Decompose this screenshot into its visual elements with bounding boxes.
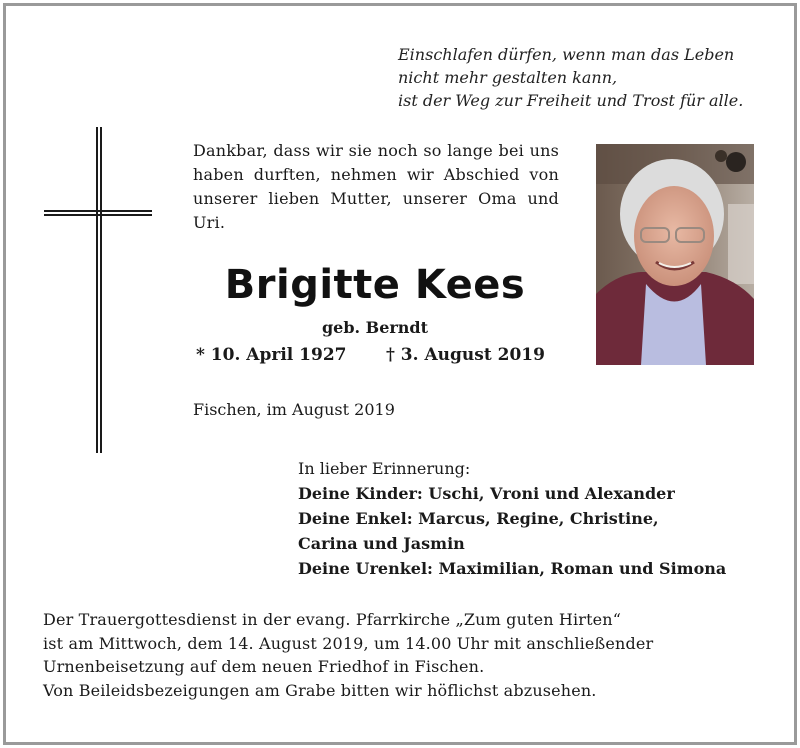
birth-name: geb. Berndt [321, 318, 429, 337]
service-line: Von Beileidsbezeigungen am Grabe bitten wir höflichst abzusehen. [43, 680, 597, 700]
service-notice [43, 608, 763, 702]
deceased-name: Brigitte Kees [224, 262, 526, 308]
family-line: Carina und Jasmin [298, 534, 465, 553]
family-line: Deine Enkel: Marcus, Regine, Christine, [298, 509, 659, 528]
intro-text: Dankbar, dass wir sie noch so lange bei uns haben durften, nehmen wir Abschied von unserer lieben Mutter, unserer Oma und Uri. [193, 141, 559, 232]
birth-date: * 10. April 1927 [196, 345, 347, 365]
motto-line: nicht mehr gestalten kann, [398, 68, 618, 87]
memory-lead: In lieber Erinnerung: [298, 459, 471, 478]
death-date: † 3. August 2019 [386, 345, 545, 365]
place-date: Fischen, im August 2019 [193, 400, 395, 419]
motto-line: Einschlafen dürfen, wenn man das Leben [398, 45, 735, 64]
memory-block [298, 456, 726, 581]
service-line: Der Trauergottesdienst in der evang. Pfarrkirche „Zum guten Hirten“ [43, 610, 622, 629]
service-line: ist am Mittwoch, dem 14. August 2019, um 14.00 Uhr mit anschließender [43, 633, 654, 653]
family-line: Deine Kinder: Uschi, Vroni und Alexander [298, 484, 675, 503]
service-line: Urnenbeisetzung auf dem neuen Friedhof in Fischen. [43, 657, 485, 676]
motto-quote [398, 43, 768, 112]
portrait-photo [596, 144, 754, 365]
cross-icon [44, 127, 154, 453]
motto-line: ist der Weg zur Freiheit und Trost für alle. [398, 91, 744, 110]
family-line: Deine Urenkel: Maximilian, Roman und Simona [298, 559, 727, 578]
